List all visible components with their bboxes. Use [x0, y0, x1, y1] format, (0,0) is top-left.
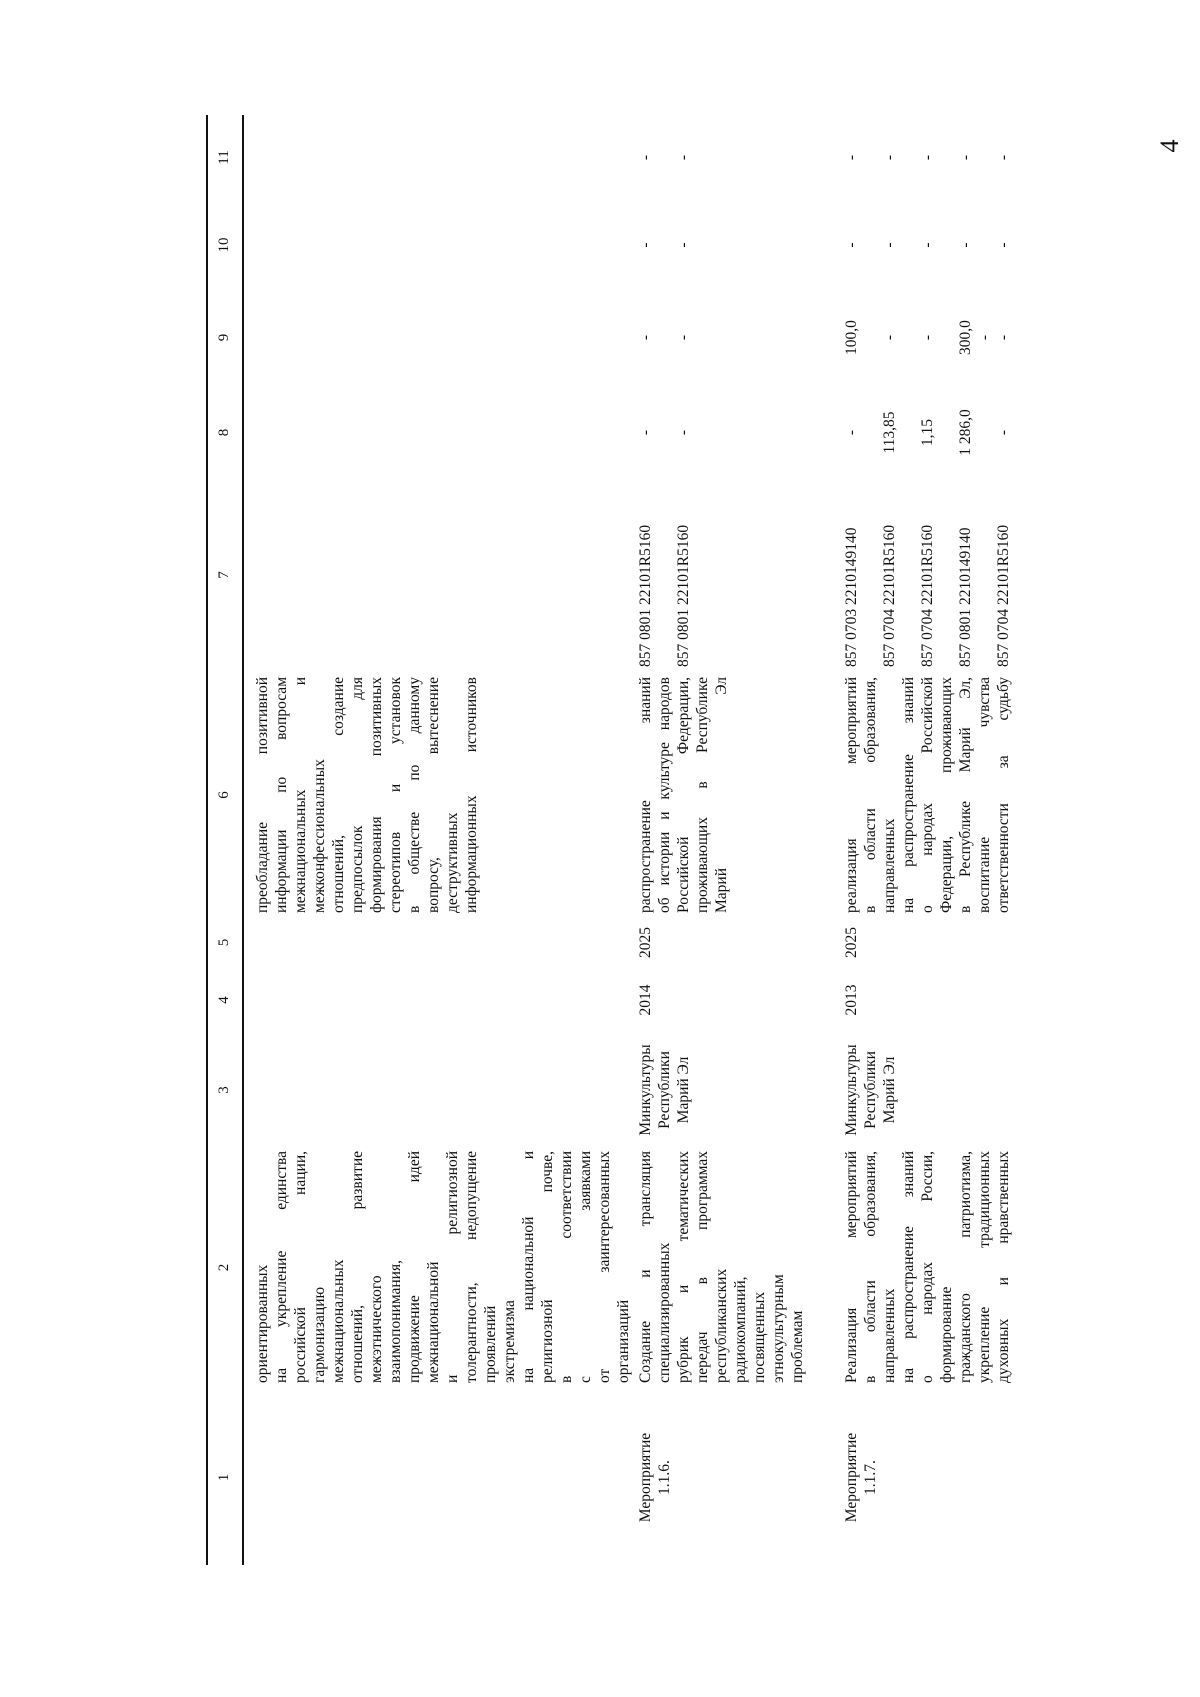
- text-line: о народах Российской: [919, 677, 936, 913]
- value-col11: -: [957, 154, 974, 161]
- row-col9: [636, 290, 693, 385]
- text-line: специализированных: [656, 1242, 673, 1383]
- text-line: на укрепление единства: [273, 1151, 290, 1383]
- value-col9: -: [881, 334, 898, 341]
- header-bottom-rule: [242, 115, 244, 1565]
- value-col8: 1 286,0: [957, 409, 974, 456]
- text-line: вопросу, вытеснение: [425, 677, 442, 913]
- row-name: [842, 1151, 1013, 1383]
- text-line: межэтнического: [368, 1275, 385, 1383]
- text-line: проживающих в Республике: [694, 677, 711, 913]
- text-line: отношений, создание: [330, 677, 347, 913]
- text-line: Марий Эл: [713, 677, 730, 913]
- text-line: проблемам: [789, 1310, 806, 1383]
- value-col8: -: [637, 429, 654, 436]
- text-line: в обществе по данному: [406, 677, 423, 913]
- value-col10: -: [919, 242, 936, 248]
- text-line: о народах России,: [919, 1151, 936, 1383]
- text-line: распространение знаний: [637, 677, 654, 913]
- value-col10: -: [995, 242, 1012, 248]
- text-line: российской нации,: [292, 1151, 309, 1383]
- text-line: Российской Федерации,: [675, 677, 692, 913]
- budget-code: 857 0704 22101R5160: [881, 524, 898, 667]
- text-line: экстремизма: [501, 1300, 518, 1383]
- value-col9: -: [637, 334, 654, 341]
- value-col9: -: [675, 334, 692, 341]
- text-line: деструктивных: [444, 812, 461, 913]
- value-col8: 113,85: [881, 411, 898, 454]
- text-line: организаций: [615, 1299, 632, 1383]
- value-col9: -: [919, 334, 936, 341]
- row-end-year: 2025: [843, 927, 860, 958]
- col-number-7: 7: [216, 571, 232, 579]
- text-line: на распространение знаний: [900, 1151, 917, 1383]
- value-col8: -: [675, 429, 692, 436]
- row-result: [842, 677, 1013, 913]
- text-line: межнациональной: [425, 1261, 442, 1383]
- row-id: Мероприятие 1.1.6.: [637, 1432, 673, 1523]
- budget-code: 857 0704 22101R5160: [919, 524, 936, 667]
- row-codes: [636, 480, 693, 667]
- value-col10: -: [957, 242, 974, 248]
- text-line: отношений, развитие: [349, 1151, 366, 1383]
- value-col10: -: [843, 242, 860, 248]
- text-line: предпосылок для: [349, 677, 366, 913]
- text-line: духовных и нравственных: [995, 1151, 1012, 1383]
- row-executor: Минкультуры Республики Марий Эл: [637, 1044, 692, 1136]
- row-col9: [842, 290, 1013, 385]
- value-col11: -: [995, 154, 1012, 161]
- continuation-col2: [253, 1151, 633, 1383]
- text-line: взаимопонимания,: [387, 1260, 404, 1383]
- table-sheet: [206, 115, 1200, 1565]
- text-line: ответственности за судьбу: [995, 677, 1012, 913]
- text-line: укрепление традиционных: [976, 1151, 993, 1383]
- value-col11: -: [881, 154, 898, 161]
- col-number-6: 6: [216, 791, 232, 799]
- row-executor: Минкультуры Республики Марий Эл: [843, 1044, 898, 1136]
- text-line: формирования позитивных: [368, 677, 385, 913]
- text-line: радиокомпаний,: [732, 1276, 749, 1383]
- text-line: воспитание чувства: [976, 677, 993, 913]
- text-line: гармонизацию: [311, 1286, 328, 1383]
- row-col8: [636, 385, 693, 480]
- page-number: 4: [1155, 139, 1184, 153]
- value-col10: -: [881, 242, 898, 248]
- text-line: направленных: [881, 818, 898, 913]
- text-line: стереотипов и установок: [387, 677, 404, 913]
- row-codes: [842, 480, 1013, 667]
- text-line: на распространение знаний: [900, 677, 917, 913]
- text-line: посвященных: [751, 1291, 768, 1383]
- text-line: информации по вопросам: [273, 677, 290, 913]
- text-line: Федерации, проживающих: [938, 677, 955, 913]
- row-col10: [842, 200, 1013, 290]
- value-col11: -: [675, 154, 692, 161]
- text-line: рубрик и тематических: [675, 1151, 692, 1383]
- value-col11: -: [843, 154, 860, 161]
- value-col10: -: [675, 242, 692, 248]
- text-line: продвижение идей: [406, 1151, 423, 1383]
- text-line: в соответствии: [558, 1151, 575, 1383]
- text-line: формирование: [938, 1286, 955, 1383]
- text-line: в области образования,: [862, 677, 879, 913]
- text-line: реализация мероприятий: [843, 677, 860, 913]
- col-number-11: 11: [216, 150, 232, 165]
- text-line: и религиозной: [444, 1151, 461, 1383]
- budget-code: 857 0704 22101R5160: [995, 524, 1012, 667]
- text-line: на национальной и: [520, 1151, 537, 1383]
- text-line: гражданского патриотизма,: [957, 1151, 974, 1383]
- value-col10: -: [637, 242, 654, 248]
- row-end-year: 2025: [637, 927, 654, 958]
- value-col9: 100,0: [843, 320, 860, 355]
- row-start-year: 2013: [843, 984, 860, 1016]
- text-line: Реализация мероприятий: [843, 1151, 860, 1383]
- text-line: в Республике Марий Эл,: [957, 677, 974, 913]
- row-id: Мероприятие 1.1.7.: [843, 1432, 879, 1523]
- text-line: направленных: [881, 1288, 898, 1383]
- text-line: толерантности, недопущение проявлений: [463, 1151, 499, 1383]
- text-line: ориентированных: [254, 1264, 271, 1383]
- col-number-10: 10: [216, 237, 232, 253]
- row-col10: [636, 200, 693, 290]
- budget-code: 857 0801 2210149140: [957, 527, 974, 667]
- col-number-8: 8: [216, 428, 232, 437]
- text-line: от заинтересованных: [596, 1151, 613, 1383]
- col-number-4: 4: [216, 996, 232, 1004]
- value-col9: 300,0: [957, 320, 974, 355]
- budget-code: 857 0801 22101R5160: [637, 524, 654, 667]
- text-line: этнокультурным: [770, 1274, 787, 1383]
- row-start-year: 2014: [637, 984, 654, 1016]
- continuation-col6: [253, 677, 481, 913]
- col-number-2: 2: [216, 1263, 232, 1272]
- col-number-9: 9: [216, 333, 232, 342]
- text-line: религиозной почве,: [539, 1151, 556, 1383]
- col-number-5: 5: [216, 938, 232, 947]
- value-col9: -: [995, 334, 1012, 341]
- text-line: с заявками: [577, 1151, 594, 1383]
- value-col11: -: [637, 154, 654, 161]
- text-line: в области образования,: [862, 1151, 879, 1383]
- value-col9: -: [976, 334, 993, 341]
- row-name: [636, 1151, 807, 1383]
- budget-code: 857 0801 22101R5160: [675, 524, 692, 667]
- row-col11: [636, 115, 693, 200]
- budget-code: 857 0703 2210149140: [843, 527, 860, 667]
- row-col8: [842, 385, 1013, 480]
- text-line: межконфессиональных: [311, 759, 328, 913]
- row-col11: [842, 115, 1013, 200]
- text-line: преобладание позитивной: [254, 677, 271, 913]
- col-number-3: 3: [216, 1086, 232, 1094]
- value-col8: -: [843, 429, 860, 436]
- row-result: [636, 677, 731, 913]
- value-col11: -: [919, 154, 936, 161]
- text-line: об истории и культуре народов: [656, 677, 673, 913]
- value-col8: -: [995, 429, 1012, 436]
- text-line: передач в программах: [694, 1151, 711, 1383]
- text-line: межнациональных и: [292, 677, 309, 913]
- value-col8: 1,15: [919, 418, 936, 447]
- text-line: информационных источников: [463, 677, 480, 913]
- text-line: республиканских: [713, 1268, 730, 1383]
- text-line: Создание и трансляция: [637, 1151, 654, 1383]
- col-number-1: 1: [216, 1473, 232, 1482]
- text-line: межнациональных: [330, 1259, 347, 1383]
